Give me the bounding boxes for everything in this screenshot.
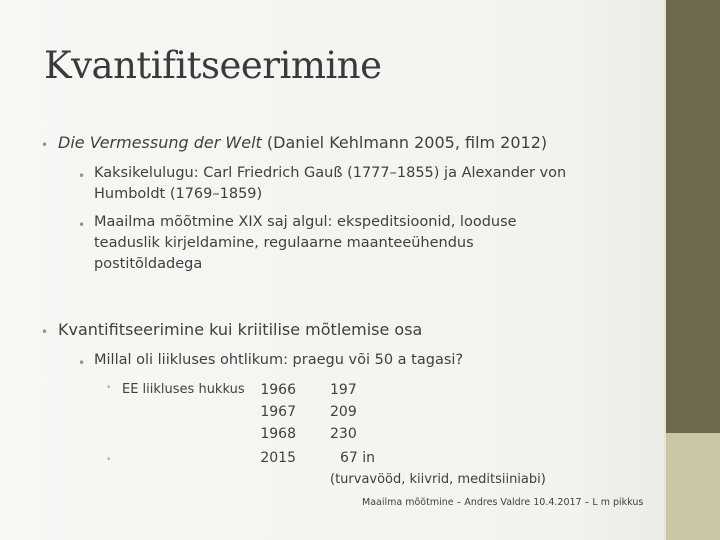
bullet-2-1-1-marker: • bbox=[106, 383, 112, 393]
stat-count: 230 bbox=[330, 426, 357, 442]
stats-counts bbox=[330, 379, 357, 445]
slide-title: Kvantifitseerimine bbox=[44, 44, 382, 87]
bullet-2-1-marker: • bbox=[78, 356, 86, 370]
bullet-2: Kvantifitseerimine kui kriitilise mõtlemise osa bbox=[58, 320, 423, 339]
bullet-1-1-marker: • bbox=[78, 169, 86, 183]
stat-note-2015: (turvavööd, kiivrid, meditsiiniabi) bbox=[330, 472, 546, 487]
stat-year: 1966 bbox=[260, 382, 296, 398]
slide-footer: Maailma mõõtmine – Andres Valdre 10.4.2017 – L m pikkus bbox=[362, 497, 644, 508]
bullet-1 bbox=[58, 133, 547, 152]
bullet-2-1-2-marker: • bbox=[106, 455, 112, 465]
bullet-1-marker: • bbox=[41, 138, 49, 152]
stat-year-2015: 2015 bbox=[260, 450, 296, 466]
stats-years bbox=[256, 379, 296, 445]
work-title: Die Vermessung der Welt bbox=[58, 133, 262, 152]
stat-year: 1967 bbox=[260, 404, 296, 420]
bullet-2-marker: • bbox=[41, 325, 49, 339]
bullet-1-2: Maailma mõõtmine XIX saj algul: ekspeditsioonid, looduse teaduslik kirjeldamine, regulaarne maanteeühendus postitõldadega bbox=[94, 214, 517, 272]
side-strip-light bbox=[666, 433, 720, 540]
stat-year: 1968 bbox=[260, 426, 296, 442]
stats-label: EE liikluses hukkus bbox=[122, 382, 245, 397]
work-details: (Daniel Kehlmann 2005, film 2012) bbox=[261, 133, 548, 152]
bullet-1-2-marker: • bbox=[78, 218, 86, 232]
bullet-1-1: Kaksikelulugu: Carl Friedrich Gauß (1777–1855) ja Alexander von Humboldt (1769–1859) bbox=[94, 165, 567, 202]
stat-count: 197 bbox=[330, 382, 357, 398]
bullet-2-1: Millal oli liikluses ohtlikum: praegu või 50 a tagasi? bbox=[94, 352, 464, 368]
stat-count-2015: 67 in bbox=[340, 450, 376, 466]
stat-count: 209 bbox=[330, 404, 357, 420]
side-strip-dark bbox=[666, 0, 720, 433]
